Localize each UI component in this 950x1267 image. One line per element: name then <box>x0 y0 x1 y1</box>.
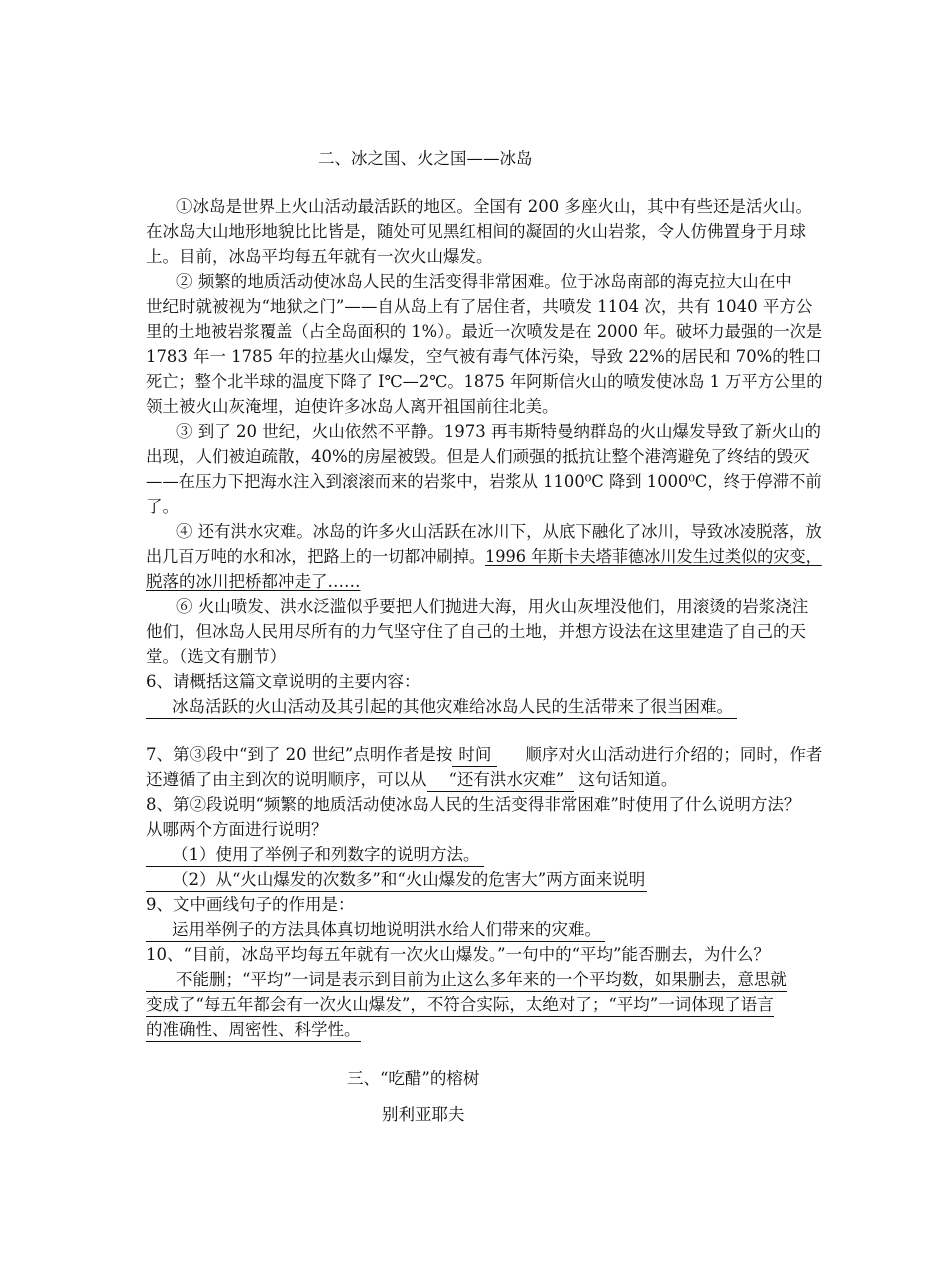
p6-line2: 他们，但冰岛人民用尽所有的力气坚守住了自己的土地，并想方设法在这里建造了自己的天 <box>146 622 806 641</box>
q9-answer-text: 运用举例子的方法具体真切地说明洪水给人们带来的灾难。 <box>146 919 605 942</box>
q7-blank-2: “还有洪水灾难” <box>427 769 575 792</box>
q8-line1: 8、第②段说明“频繁的地质活动使冰岛人民的生活变得非常困难”时使用了什么说明方法？ <box>146 795 801 814</box>
p4-line2-text: 出几百万吨的水和冰，把路上的一切都冲刷掉。 <box>146 547 485 566</box>
q10-text: 10、“目前，冰岛平均每五年就有一次火山爆发。”一句中的“平均”能否删去，为什么？ <box>146 945 770 964</box>
q10-answer-line3-text: 的准确性、周密性、科学性。 <box>146 1019 361 1042</box>
section3-title: 三、“吃醋”的榕树 <box>347 1069 480 1088</box>
p6-line1: ⑥ 火山喷发、洪水泛滥似乎要把人们抛进大海，用火山灰埋没他们，用滚烫的岩浆浇注 <box>176 597 809 616</box>
q6-text: 6、请概括这篇文章说明的主要内容： <box>146 672 421 691</box>
p3-line4: 了。 <box>146 497 179 516</box>
q6-answer-text: 冰岛活跃的火山活动及其引起的其他灾难给冰岛人民的生活带来了很当困难。 <box>146 696 737 719</box>
p2-line3: 里的土地被岩浆覆盖（占全岛面积的 1%）。最近一次喷发是在 2000 年。破坏力最强的一次是 <box>146 322 823 341</box>
p1-line3: 上。目前，冰岛平均每五年就有一次火山爆发。 <box>146 247 493 266</box>
p4-line2 <box>146 544 822 569</box>
q6-answer <box>146 694 737 719</box>
p1-line2: 在冰岛大山地形地貌比比皆是，随处可见黑红相间的凝固的火山岩浆，令人仿佛置身于月球 <box>146 222 806 241</box>
q7-text-c: 还遵循了由主到次的说明顺序，可以从 <box>146 770 427 789</box>
p2-line6: 领土被火山灰淹埋，迫使许多冰岛人离开祖国前往北美。 <box>146 397 559 416</box>
q9-text: 9、文中画线句子的作用是： <box>146 895 355 914</box>
p4-line1: ④ 还有洪水灾难。冰岛的许多火山活跃在冰川下，从底下融化了冰川，导致冰凌脱落，放 <box>176 522 822 541</box>
p3-line3: ——在压力下把海水注入到滚滚而来的岩浆中，岩浆从 1100⁰C 降到 1000⁰C，终于停滞不前 <box>146 472 822 491</box>
p2-line2: 世纪时就被视为“地狱之门”——自从岛上有了居住者，共喷发 1104 次，共有 1040 平方公 <box>146 297 813 316</box>
q9-answer <box>146 917 605 942</box>
q10-answer-line1-text: 不能删；“平均”一词是表示到目前为止这么多年来的一个平均数，如果删去，意思就 <box>146 969 787 992</box>
p3-line1: ③ 到了 20 世纪，火山依然不平静。1973 再韦斯特曼纳群岛的火山爆发导致了新火山的 <box>176 422 821 441</box>
q8-answer-1-text: （1）使用了举例子和列数字的说明方法。 <box>146 844 484 867</box>
q7-blank-1: 时间 <box>452 744 497 767</box>
q7-text-b: 顺序对火山活动进行介绍的；同时，作者 <box>525 745 823 764</box>
p2-line5: 死亡；整个北半球的温度下降了 I℃—2℃。1875 年阿斯信火山的喷发使冰岛 1 万平方公里的 <box>146 372 823 391</box>
q8-answer-2-text: （2）从“火山爆发的次数多”和“火山爆发的危害大”两方面来说明 <box>146 869 647 892</box>
section3-author: 别利亚耶夫 <box>382 1105 465 1124</box>
p3-line2: 出现，人们被迫疏散，40%的房屋被毁。但是人们顽强的抵抗让整个港湾避免了终结的毁灭 <box>146 447 810 466</box>
q10-answer-line3 <box>146 1017 361 1042</box>
q10-answer-line1 <box>146 967 787 992</box>
q10-answer-line2 <box>146 992 774 1017</box>
p2-line1: ② 频繁的地质活动使冰岛人民的生活变得非常困难。位于冰岛南部的海克拉大山在中 <box>176 272 792 291</box>
q7-line2 <box>146 767 677 792</box>
q8-answer-1 <box>146 842 484 867</box>
p6-line3: 堂。（选文有删节） <box>146 647 287 666</box>
section2-title: 二、冰之国、火之国——冰岛 <box>318 149 533 168</box>
q7-text-a: 7、第③段中“到了 20 世纪”点明作者是按 <box>146 745 453 764</box>
q8-line2: 从哪两个方面进行说明？ <box>146 820 328 839</box>
q8-answer-2 <box>146 867 647 892</box>
p1-line1: ①冰岛是世界上火山活动最活跃的地区。全国有 200 多座火山，其中有些还是活火山。 <box>176 197 812 216</box>
p4-line3-underlined: 脱落的冰川把桥都冲走了…… <box>146 572 361 591</box>
q10-answer-line2-text: 变成了“每五年都会有一次火山爆发”，不符合实际，太绝对了；“平均”一词体现了语言 <box>146 994 774 1017</box>
q7-line1 <box>146 742 822 767</box>
p2-line4: 1783 年一 1785 年的拉基火山爆发，空气被有毒气体污染，导致 22%的居民和 70%的牲口 <box>146 347 822 366</box>
q7-text-d: 这句话知道。 <box>578 770 678 789</box>
underlined-sentence: 1996 年斯卡夫塔菲德冰川发生过类似的灾变， <box>484 547 822 566</box>
